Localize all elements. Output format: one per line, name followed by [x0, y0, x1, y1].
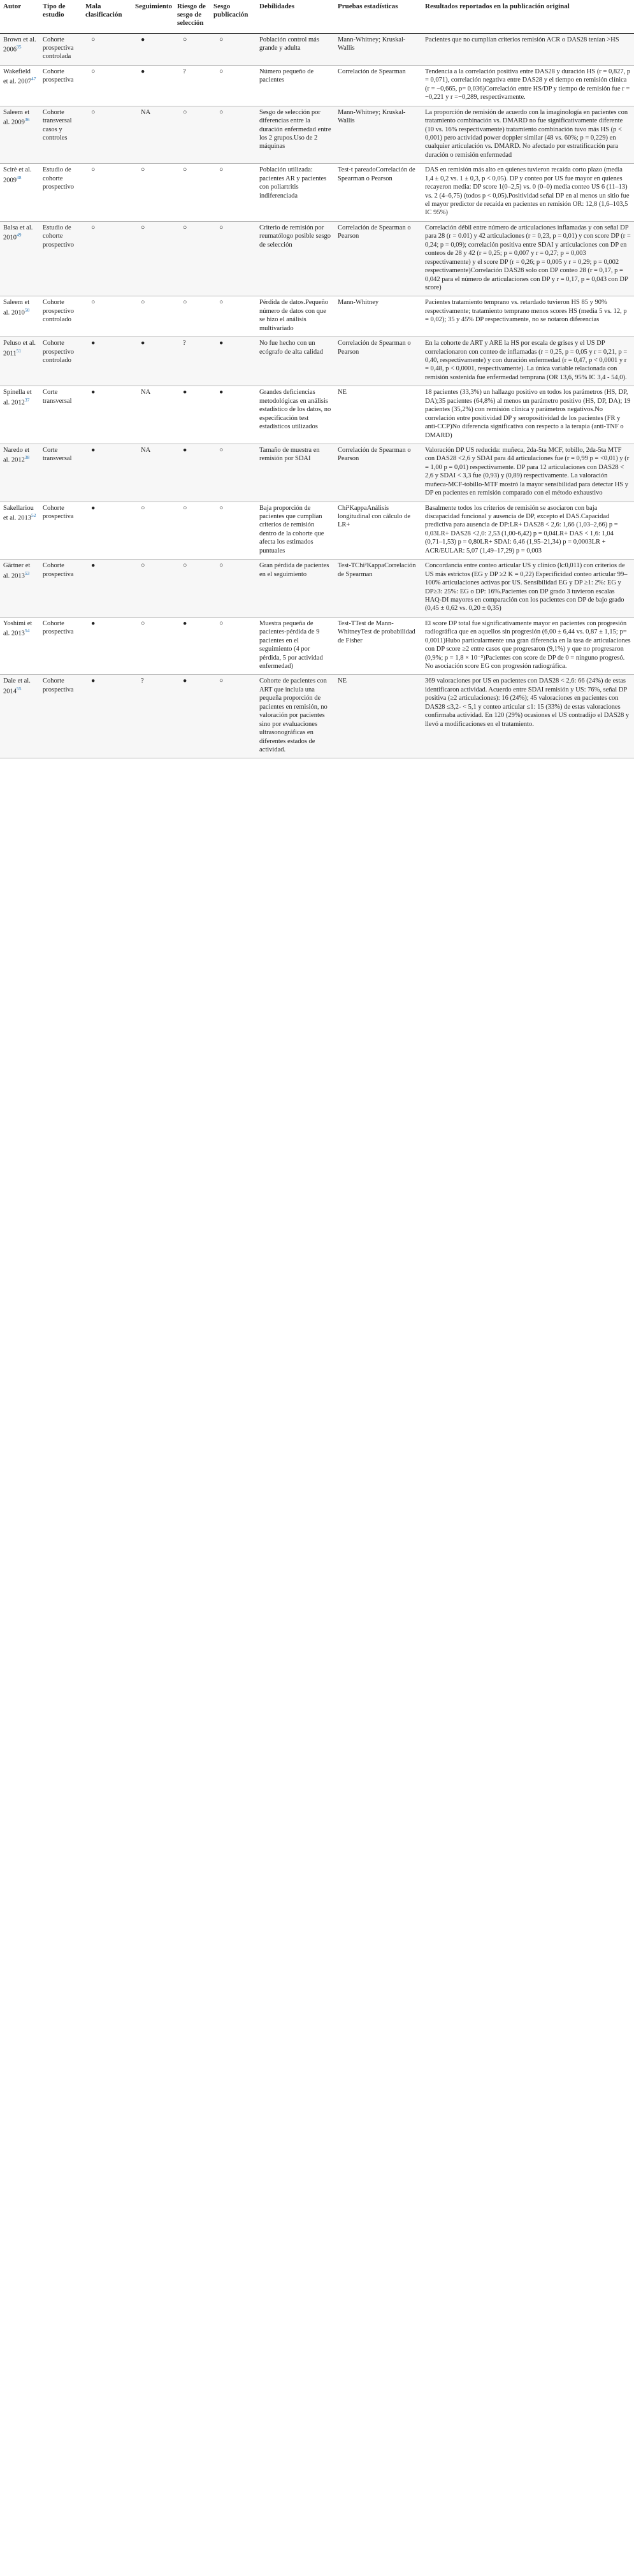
cell-sesgo-publicacion: ○: [210, 221, 256, 296]
cell-debilidades: Población utilizada: pacientes AR y pacientes con poliartritis indiferenciada: [256, 164, 335, 222]
reference-link[interactable]: 35: [17, 44, 22, 50]
cell-autor: [0, 386, 40, 444]
cell-seguimiento: ?: [132, 675, 174, 758]
cell-autor: [0, 221, 40, 296]
cell-seguimiento: NA: [132, 444, 174, 502]
cell-mala-clasificacion: ●: [82, 337, 132, 386]
reference-link[interactable]: 51: [16, 347, 22, 354]
table-row: [0, 164, 634, 222]
cell-tipo: Cohorte prospectivo controlado: [40, 296, 82, 337]
cell-sesgo-publicacion: ●: [210, 337, 256, 386]
cell-mala-clasificacion: ●: [82, 617, 132, 675]
reference-link[interactable]: 52: [31, 512, 36, 518]
cell-debilidades: Muestra pequeña de pacientes-pérdida de 9 pacientes en el seguimiento (4 por pérdida, 5 por actividad enfermedad): [256, 617, 335, 675]
cell-autor: [0, 296, 40, 337]
cell-seguimiento: ○: [132, 502, 174, 560]
author-name: Gärtner et al. 2013: [3, 562, 31, 580]
reference-link[interactable]: 53: [24, 570, 30, 576]
header-autor: Autor: [0, 0, 40, 33]
cell-seguimiento: ●: [132, 33, 174, 65]
cell-pruebas: Correlación de Spearman o Pearson: [335, 221, 422, 296]
cell-riesgo-sesgo: ○: [174, 33, 210, 65]
cell-riesgo-sesgo: ○: [174, 502, 210, 560]
cell-seguimiento: ○: [132, 221, 174, 296]
cell-resultados: Basalmente todos los criterios de remisión se asociaron con baja discapacidad funcional y ausencia de DP, excepto el DAS.Capacidad predictiva para ausencia de DP:LR+ DAS28 < 2,6: 1,66 (1,03–2,66) p = 0,03LR+ DAS28 <2,0: 2,53 (1,00-6,42) p = 0,04LR+ DAS < 1,6: 1,04 (0,71–1,53) p = 0,80LR+ SDAI: 6,46 (1,95–21,34) p = 0,0003LR + ACR/EULAR: 5,07 (1,49–17,29) p = 0,003: [422, 502, 634, 560]
cell-riesgo-sesgo: ●: [174, 617, 210, 675]
cell-autor: [0, 33, 40, 65]
table-row: [0, 65, 634, 106]
cell-debilidades: Sesgo de selección por diferencias entre la duración enfermedad entre los 2 grupos.Uso de 2 máquinas: [256, 106, 335, 164]
reference-link[interactable]: 48: [17, 174, 22, 180]
cell-tipo: Cohorte prospectiva: [40, 617, 82, 675]
cell-tipo: Corte transversal: [40, 386, 82, 444]
cell-pruebas: Chi²KappaAnálisis longitudinal con cálculo de LR+: [335, 502, 422, 560]
cell-seguimiento: ○: [132, 617, 174, 675]
cell-resultados: 18 pacientes (33,3%) un hallazgo positivo en todos los parámetros (HS, DP, DA);35 pacientes (64,8%) al menos un parámetro positivo (HS, DP, DA); 19 pacientes (35,2%) con remisión clínica y parámetros negativos.No correlación entre positividad DP y seropositividad de los pacientes (FR y anti-CCP)No diferencia significativa con respecto a la terapia (anti-TNF o DMARD): [422, 386, 634, 444]
cell-pruebas: Correlación de Spearman: [335, 65, 422, 106]
cell-mala-clasificacion: ○: [82, 33, 132, 65]
cell-tipo: Estudio de cohorte prospectivo: [40, 164, 82, 222]
table-row: [0, 502, 634, 560]
header-sesgo: Sesgo publicación: [210, 0, 256, 33]
cell-pruebas: Correlación de Spearman o Pearson: [335, 337, 422, 386]
cell-mala-clasificacion: ○: [82, 296, 132, 337]
cell-sesgo-publicacion: ○: [210, 296, 256, 337]
table-row: [0, 221, 634, 296]
cell-pruebas: Test-t pareadoCorrelación de Spearman o Pearson: [335, 164, 422, 222]
reference-link[interactable]: 49: [17, 232, 22, 238]
author-name: Balsa et al. 2010: [3, 224, 33, 242]
cell-pruebas: Mann-Whitney: [335, 296, 422, 337]
cell-debilidades: Criterio de remisión por reumatólogo posible sesgo de selección: [256, 221, 335, 296]
cell-mala-clasificacion: ●: [82, 560, 132, 618]
table-row: [0, 33, 634, 65]
cell-pruebas: NE: [335, 386, 422, 444]
cell-seguimiento: ○: [132, 164, 174, 222]
header-row: [0, 0, 634, 33]
cell-seguimiento: NA: [132, 386, 174, 444]
table-row: [0, 675, 634, 758]
author-name: Naredo et al. 2012: [3, 446, 30, 464]
header-mala: Mala clasificación: [82, 0, 132, 33]
author-name: Sakellariou et al. 2013: [3, 504, 34, 522]
author-name: Saleem et al. 2009: [3, 108, 30, 126]
reference-link[interactable]: 54: [24, 628, 30, 634]
cell-resultados: Tendencia a la correlación positiva entre DAS28 y duración HS (r = 0,827, p = 0,071), correlación negativa entre DAS28 y el tiempo en remisión clínica (r = −0,665, p= 0,036)Correlación entre HS/DP y tiempo de remisión fue r = −0,221 y r =−0,289, respectivamente.: [422, 65, 634, 106]
cell-mala-clasificacion: ●: [82, 675, 132, 758]
cell-pruebas: NE: [335, 675, 422, 758]
cell-tipo: Cohorte prospectiva: [40, 675, 82, 758]
cell-sesgo-publicacion: ○: [210, 560, 256, 618]
cell-sesgo-publicacion: ○: [210, 106, 256, 164]
table-row: [0, 296, 634, 337]
table-row: [0, 617, 634, 675]
cell-pruebas: Test-TTest de Mann-WhitneyTest de probabilidad de Fisher: [335, 617, 422, 675]
cell-resultados: Pacientes que no cumplían criterios remisión ACR o DAS28 tenían >HS: [422, 33, 634, 65]
cell-riesgo-sesgo: ○: [174, 221, 210, 296]
cell-riesgo-sesgo: ?: [174, 65, 210, 106]
cell-mala-clasificacion: ●: [82, 444, 132, 502]
cell-pruebas: Mann-Whitney; Kruskal-Wallis: [335, 106, 422, 164]
author-name: Yoshimi et al. 2013: [3, 619, 32, 637]
reference-link[interactable]: 50: [24, 307, 30, 313]
evidence-table: [0, 0, 634, 758]
author-name: Saleem et al. 2010: [3, 299, 30, 317]
cell-seguimiento: ●: [132, 65, 174, 106]
cell-sesgo-publicacion: ●: [210, 386, 256, 444]
author-name: Dale et al. 2014: [3, 677, 31, 695]
cell-resultados: Valoración DP US reducida: muñeca, 2da-5ta MCF, tobillo, 2da-5ta MTF con DAS28 <2,6 y SDAI para 44 articulaciones fue (r = 0,99 p = <0,01) y (r = 1,00 p = 0,01) respectivamente. DP para 12 articulaciones con DAS28 < 2,6 y SDAI < 3,3 fue (0,93) y (0,89) respectivamente. La valoración muñeca-MCF-tobillo-MTF mostró la mayor sensibilidad para detectar HS y DP en pacientes en remisión comparado con el método exhaustivo: [422, 444, 634, 502]
reference-link[interactable]: 38: [24, 454, 30, 461]
table-row: [0, 337, 634, 386]
cell-resultados: El score DP total fue significativamente mayor en pacientes con progresión radiográfica que en aquellos sin progresión (6,00 ± 6,44 vs. 0,87 ± 1,15; p= 0,0011)Hubo particularmente una gran diferencia en la tasa de articulaciones con DP score ≥2 entre casos que progresaron (9,1%) y que no progresaron (0,9%; p = 1,8 × 10⁻⁵)Pacientes con score de DP de 0 = ninguno progresó. No asociación score EG con progresión radiográfica.: [422, 617, 634, 675]
table-row: [0, 386, 634, 444]
cell-sesgo-publicacion: ○: [210, 444, 256, 502]
cell-seguimiento: ●: [132, 337, 174, 386]
cell-debilidades: Tamaño de muestra en remisión por SDAI: [256, 444, 335, 502]
cell-riesgo-sesgo: ○: [174, 560, 210, 618]
cell-sesgo-publicacion: ○: [210, 65, 256, 106]
header-debilidades: Debilidades: [256, 0, 335, 33]
header-riesgo: Riesgo de sesgo de selección: [174, 0, 210, 33]
cell-autor: [0, 675, 40, 758]
reference-link[interactable]: 55: [17, 685, 22, 691]
cell-autor: [0, 106, 40, 164]
cell-tipo: Cohorte prospectiva: [40, 560, 82, 618]
header-resultados: Resultados reportados en la publicación original: [422, 0, 634, 33]
author-name: Spinella et al. 2012: [3, 389, 32, 407]
header-tipo: Tipo de estudio: [40, 0, 82, 33]
cell-seguimiento: NA: [132, 106, 174, 164]
header-pruebas: Pruebas estadísticas: [335, 0, 422, 33]
cell-riesgo-sesgo: ●: [174, 675, 210, 758]
cell-riesgo-sesgo: ○: [174, 164, 210, 222]
cell-autor: [0, 337, 40, 386]
cell-mala-clasificacion: ●: [82, 502, 132, 560]
cell-tipo: Estudio de cohorte prospectivo: [40, 221, 82, 296]
cell-resultados: En la cohorte de ART y ARE la HS por escala de grises y el US DP correlacionaron con conteo de inflamadas (r = 0,25, p = 0,05 y r = 0,21, p = 0,40, respectivamente) y con duración enfermedad (r = 0,47, p < 0,0001 y r = 0,48, p < 0,0001, respectivamente). La única variable relacionada con remisión sostenida fue enfermedad temprana (OR 13,6, 95% IC 3,4 - 54,0).: [422, 337, 634, 386]
cell-pruebas: Correlación de Spearman o Pearson: [335, 444, 422, 502]
cell-mala-clasificacion: ○: [82, 65, 132, 106]
cell-mala-clasificacion: ○: [82, 164, 132, 222]
cell-tipo: Cohorte prospectivo controlado: [40, 337, 82, 386]
cell-mala-clasificacion: ○: [82, 106, 132, 164]
cell-debilidades: Gran pérdida de pacientes en el seguimiento: [256, 560, 335, 618]
cell-resultados: 369 valoraciones por US en pacientes con DAS28 < 2,6: 66 (24%) de estas identificaron actividad. Acuerdo entre SDAI remisión y US: 76%, señal DP positiva (≥2 articulaciones): 16 (24%); 45 valoraciones en pacientes con DAS28 ≤3,2- < 5,1 y conteo articular ≤1: 15 (33%) de estas valoraciones confirmaba actividad. En 120 (29%) ocasiones el US contradijo el DAS28 y llevó a modificaciones en el tratamiento.: [422, 675, 634, 758]
cell-pruebas: Mann-Whitney; Kruskal-Wallis: [335, 33, 422, 65]
cell-debilidades: Pérdida de datos.Pequeño número de datos con que se hizo el análisis multivariado: [256, 296, 335, 337]
cell-autor: [0, 444, 40, 502]
reference-link[interactable]: 36: [24, 117, 30, 123]
author-name: Brown et al. 2006: [3, 36, 36, 54]
cell-mala-clasificacion: ●: [82, 386, 132, 444]
cell-autor: [0, 560, 40, 618]
cell-sesgo-publicacion: ○: [210, 617, 256, 675]
cell-sesgo-publicacion: ○: [210, 164, 256, 222]
cell-seguimiento: ○: [132, 560, 174, 618]
author-name: Wakefield et al. 2007: [3, 68, 32, 85]
cell-riesgo-sesgo: ○: [174, 296, 210, 337]
author-name: Peluso et al. 2011: [3, 340, 36, 358]
cell-riesgo-sesgo: ○: [174, 106, 210, 164]
cell-riesgo-sesgo: ?: [174, 337, 210, 386]
cell-mala-clasificacion: ○: [82, 221, 132, 296]
cell-autor: [0, 617, 40, 675]
cell-debilidades: Cohorte de pacientes con ART que incluía una pequeña proporción de pacientes en remisión, no valoración por pacientes sino por evaluaciones ultrasonográficas en diferentes estados de actividad.: [256, 675, 335, 758]
reference-link[interactable]: 47: [31, 76, 36, 82]
cell-debilidades: Grandes deficiencias metodológicas en análisis estadístico de los datos, no especificación test estadísticos utilizados: [256, 386, 335, 444]
author-name: Scirè et al. 2009: [3, 166, 32, 184]
cell-resultados: Concordancia entre conteo articular US y clínico (k:0,011) con criterios de US más estrictos (EG y DP ≥2 K = 0,22) Especificidad conteo articular 99–100% articulaciones activas por US. Sensibilidad EG y DP ≥1: 2%: EG y DP≥3: 25%: EG o DP: 16%.Pacientes con DP grado 3 tuvieron escalas HAQ-DI mayores en comparación con los pacientes con DP de bajo grado (0,45 ± 0,62 vs. 0,20 ± 0,35): [422, 560, 634, 618]
cell-tipo: Cohorte prospectiva: [40, 65, 82, 106]
header-seguimiento: Seguimiento: [132, 0, 174, 33]
cell-sesgo-publicacion: ○: [210, 33, 256, 65]
cell-tipo: Cohorte prospectiva: [40, 502, 82, 560]
table-row: [0, 106, 634, 164]
reference-link[interactable]: 37: [24, 396, 30, 403]
cell-debilidades: No fue hecho con un ecógrafo de alta calidad: [256, 337, 335, 386]
cell-riesgo-sesgo: ●: [174, 386, 210, 444]
cell-debilidades: Número pequeño de pacientes: [256, 65, 335, 106]
cell-tipo: Cohorte transversal casos y controles: [40, 106, 82, 164]
cell-resultados: Correlación débil entre número de articulaciones inflamadas y con señal DP para 28 (r = 0.01) y 42 articulaciones (r = 0,23, p = 0,01) y con score DP (r = 0,24; p = 0,09); correlación positiva entre SDAI y articulaciones con DP en conteos de 28 y 42 (r = 0,25; p = 0,007 y r = 0,27; p = 0,003 respectivamente) y el score DP (r = 0,26; p = 0,005 y r = 0,29; p = 0,002 respectivamente)Correlación DAS28 solo con DP conteo 28 (r = 0,17, p = 0,042 para el número de articulaciones con DP y r = 0,17, p = 0,043 con DP score): [422, 221, 634, 296]
cell-debilidades: Baja proporción de pacientes que cumplían criterios de remisión dentro de la cohorte que afecta los estimados puntuales: [256, 502, 335, 560]
cell-sesgo-publicacion: ○: [210, 675, 256, 758]
cell-resultados: La proporción de remisión de acuerdo con la imaginología en pacientes con tratamiento combinación vs. DMARD no fue significativamente diferente (10 vs. 16% respectivamente) tratamiento combinación tuvo más HS (p < 0,001) pero actividad power doppler similar (48 vs. 60%; p = 0,229) en cualquier articulación vs. DMARD. No afectado por estratificación para duración o remisión enfermedad: [422, 106, 634, 164]
table-row: [0, 560, 634, 618]
cell-autor: [0, 65, 40, 106]
table-row: [0, 444, 634, 502]
cell-resultados: DAS en remisión más alto en quienes tuvieron recaída corto plazo (media 1,4 ± 0,2 vs. 1 ± 0,3, p < 0,05). DP y conteo por US fue mayor en quienes recayeron media: DP score 1(0–2,5) vs. 0 (0–0) media conteo US 6 (11–13) vs. 2 (4–6,75) (todos p < 0,05).Positividad señal DP en al menos un sitio fue el mayor predictor de recaída en pacientes en remisión OR: 12,8 (1,6–103,5 IC 95%): [422, 164, 634, 222]
cell-autor: [0, 502, 40, 560]
cell-riesgo-sesgo: ●: [174, 444, 210, 502]
cell-autor: [0, 164, 40, 222]
cell-pruebas: Test-TChi²KappaCorrelación de Spearman: [335, 560, 422, 618]
cell-sesgo-publicacion: ○: [210, 502, 256, 560]
cell-debilidades: Población control más grande y adulta: [256, 33, 335, 65]
cell-tipo: Cohorte prospectiva controlada: [40, 33, 82, 65]
cell-seguimiento: ○: [132, 296, 174, 337]
cell-tipo: Corte transversal: [40, 444, 82, 502]
cell-resultados: Pacientes tratamiento temprano vs. retardado tuvieron HS 85 y 90% respectivamente; tratamiento temprano menos scores HS (media 5 vs. 12, p = 0,02); 35 y 45% DP respectivamente, no se notaron diferencias: [422, 296, 634, 337]
